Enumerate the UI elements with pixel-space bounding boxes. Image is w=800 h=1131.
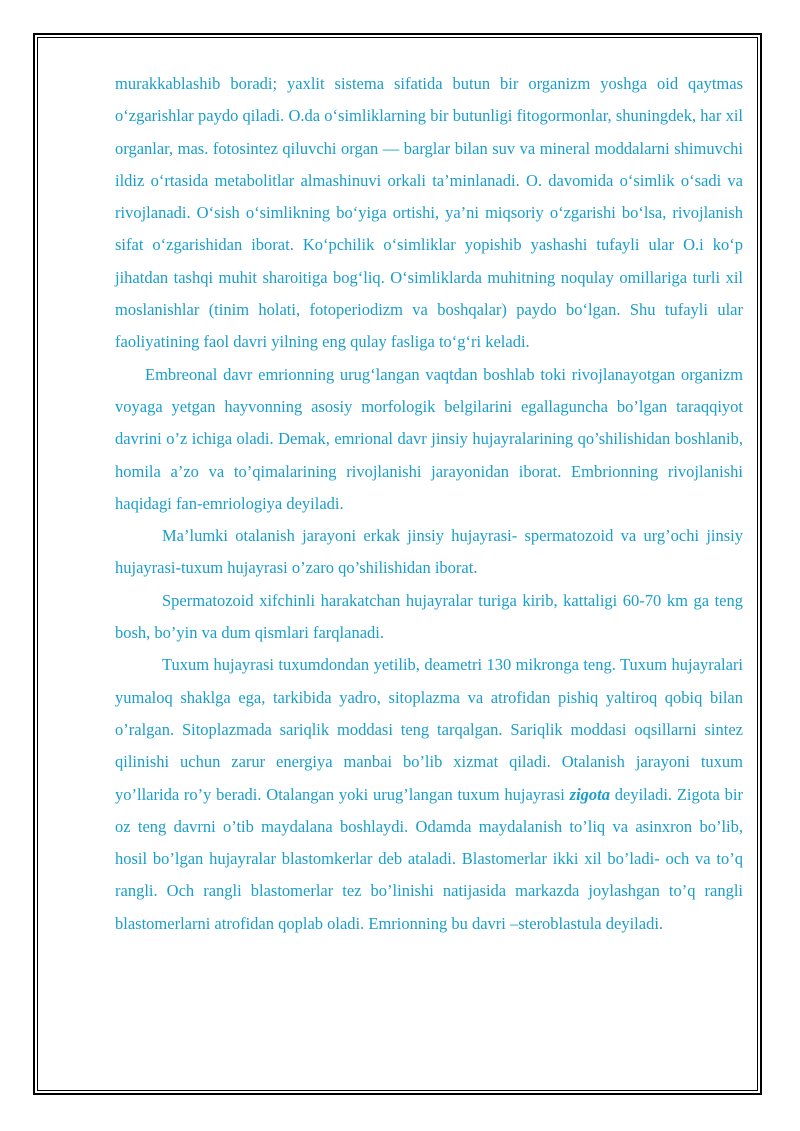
egg-cell-text-end: deyiladi. Zigota bir oz teng davrni o’tib maydalana boshlaydi. Odamda maydalanish to’liq va asinxron bo’lib, hosil bo’lgan hujayralar blastomkerlar deb ataladi. Blastomerlar ikki xil bo’ladi- och va to’q rangli. Och rangli blastomerlar tez bo’linishi natijasida markazda joylashgan to’q rangli blastomerlarni atrofidan qoplab oladi. Emrionning bu davri –steroblastula deyiladi. <box>115 784 743 933</box>
document-body <box>115 68 743 940</box>
paragraph-ontogenesis: murakkablashib boradi; yaxlit sistema sifatida butun bir organizm yoshga oid qaytmas o‘zgarishlar paydo qiladi. O.da o‘simliklarning bir butunligi fitogormonlar, shuningdek, har xil organlar, mas. fotosintez qiluvchi organ — barglar bilan suv va mineral moddalarni shimuvchi ildiz o‘rtasida metabolitlar almashinuvi orkali ta’minlanadi. O. davomida o‘simlik o‘sadi va rivojlanadi. O‘sish o‘simlikning bo‘yiga ortishi, ya’ni miqsoriy o‘zgarishi bo‘lsa, rivojlanish sifat o‘zgarishidan iborat. Ko‘pchilik o‘simliklar yopishib yashashi tufayli ular O.i ko‘p jihatdan tashqi muhit sharoitiga bog‘liq. O‘simliklarda muhitning noqulay omillariga turli xil moslanishlar (tinim holati, fotoperiodizm va boshqalar) paydo bo‘lgan. Shu tufayli ular faoliyatining faol davri yilning eng qulay fasliga to‘g‘ri keladi. <box>115 74 743 352</box>
paragraph-egg-cell <box>115 649 743 940</box>
term-zigota: zigota <box>569 784 610 804</box>
egg-cell-text-start: Tuxum hujayrasi tuxumdondan yetilib, deametri 130 mikronga teng. Tuxum hujayralari yumaloq shaklga ega, tarkibida yadro, sitoplazma va atrofidan pishiq yaltiroq qobiq bilan o’ralgan. Sitoplazmada sariqlik moddasi teng tarqalgan. Sariqlik moddasi oqsillarni sintez qilinishi uchun zarur energiya manbai bo’lib xizmat qiladi. Otalanish jarayoni tuxum yo’llarida ro’y beradi. Otalangan yoki urug’langan tuxum hujayrasi <box>115 655 743 804</box>
paragraph-embryonic-period: Embreonal davr emrionning urug‘langan vaqtdan boshlab toki rivojlanayotgan organizm voyaga yetgan hayvonning asosiy morfologik belgilarini egallaguncha bo’lgan taraqqiyot davrini o’z ichiga oladi. Demak, emrional davr jinsiy hujayralarining qo’shilishidan boshlanib, homila a’zo va to’qimalarining rivojlanishi jarayonidan iborat. Embrionning rivojlanishi haqidagi fan-emriologiya deyiladi. <box>115 364 743 513</box>
paragraph-fertilization: Ma’lumki otalanish jarayoni erkak jinsiy hujayrasi- spermatozoid va urg’ochi jinsiy hujayrasi-tuxum hujayrasi o’zaro qo’shilishidan iborat. <box>115 526 743 578</box>
paragraph-spermatozoid: Spermatozoid xifchinli harakatchan hujayralar turiga kirib, kattaligi 60-70 km ga teng bosh, bo’yin va dum qismlari farqlanadi. <box>115 590 743 643</box>
